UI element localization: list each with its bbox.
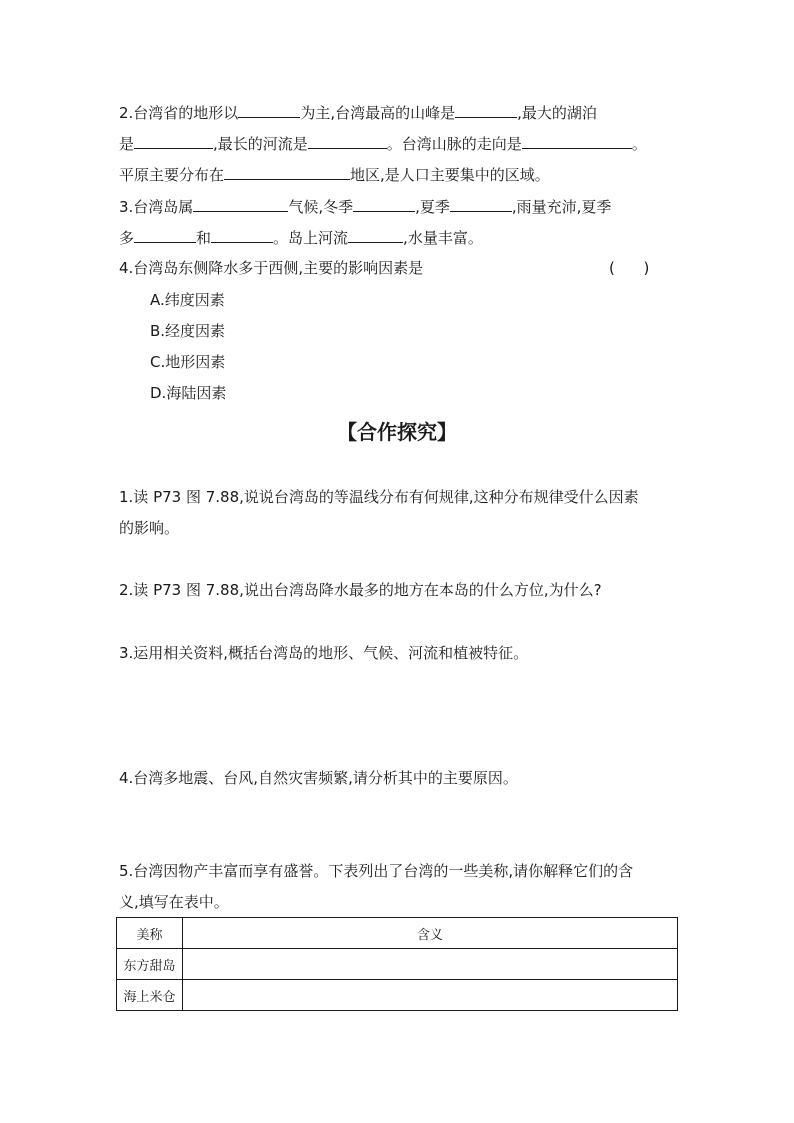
coop-q5-line-1: 5.台湾因物产丰富而享有盛誉。下表列出了台湾的一些美称,请你解释它们的含	[119, 862, 634, 880]
q3-blank-summer-extra-2[interactable]	[211, 227, 273, 243]
table-header-row	[117, 918, 678, 949]
q2-text-3: ,最大的湖泊	[517, 104, 597, 122]
section-title: 【合作探究】	[337, 420, 457, 444]
q3-text-4: ,雨量充沛,夏季	[511, 198, 612, 216]
q2-blank-terrain[interactable]	[238, 102, 300, 118]
q3-blank-climate[interactable]	[193, 196, 288, 212]
q2-line-1	[119, 102, 597, 123]
q3-text-8: ,水量丰富。	[403, 229, 483, 247]
q2-text-4: 是	[119, 135, 135, 153]
q4-option-c[interactable]: C.地形因素	[150, 353, 226, 371]
q2-line-3	[119, 164, 550, 185]
table-row	[117, 980, 678, 1011]
q2-text-2: 为主,台湾最高的山峰是	[300, 104, 456, 122]
q3-text-1: 3.台湾岛属	[119, 198, 194, 216]
coop-q1-line-1: 1.读 P73 图 7.88,说说台湾岛的等温线分布有何规律,这种分布规律受什么因素	[119, 488, 639, 506]
coop-q4: 4.台湾多地震、台风,自然灾害频繁,请分析其中的主要原因。	[119, 769, 518, 787]
q3-text-3: ,夏季	[415, 198, 450, 216]
table-cell-name: 海上米仓	[117, 980, 183, 1011]
q3-text-5: 多	[119, 229, 135, 247]
q3-line-1	[119, 196, 611, 217]
table-header-meaning: 含义	[183, 918, 678, 949]
coop-q5-line-2: 义,填写在表中。	[119, 893, 229, 911]
table-cell-meaning-input[interactable]	[183, 980, 678, 1011]
q2-blank-river[interactable]	[308, 133, 387, 149]
q2-text-1: 2.台湾省的地形以	[119, 104, 239, 122]
q2-text-9: 地区,是人口主要集中的区域。	[350, 166, 550, 184]
q3-text-6: 和	[196, 229, 212, 247]
table-cell-meaning-input[interactable]	[183, 949, 678, 980]
coop-q3: 3.运用相关资料,概括台湾岛的地形、气候、河流和植被特征。	[119, 644, 529, 662]
q2-line-2	[119, 133, 647, 154]
q4-option-a[interactable]: A.纬度因素	[150, 291, 225, 309]
q2-blank-plain[interactable]	[224, 164, 350, 180]
q3-blank-summer-extra-1[interactable]	[134, 227, 196, 243]
q2-text-6: 。台湾山脉的走向是	[386, 135, 522, 153]
table-cell-name: 东方甜岛	[117, 949, 183, 980]
nickname-table	[116, 917, 678, 1011]
q2-text-5: ,最长的河流是	[213, 135, 308, 153]
coop-q2: 2.读 P73 图 7.88,说出台湾岛降水最多的地方在本岛的什么方位,为什么?	[119, 581, 602, 599]
q3-text-2: 气候,冬季	[288, 198, 354, 216]
q3-blank-winter[interactable]	[353, 196, 415, 212]
table-row	[117, 949, 678, 980]
table-header-name: 美称	[117, 918, 183, 949]
coop-q1-line-2: 的影响。	[119, 519, 180, 537]
q3-line-2	[119, 227, 483, 248]
q3-text-7: 。岛上河流	[273, 229, 349, 247]
q4-answer-parentheses[interactable]: ( )	[609, 259, 650, 277]
q2-text-7: 。	[631, 135, 647, 153]
q3-blank-river[interactable]	[348, 227, 403, 243]
q4-option-d[interactable]: D.海陆因素	[150, 384, 227, 402]
q2-blank-peak[interactable]	[455, 102, 517, 118]
q4-option-b[interactable]: B.经度因素	[150, 322, 226, 340]
q3-blank-summer[interactable]	[450, 196, 512, 212]
q2-blank-lake[interactable]	[134, 133, 213, 149]
q2-blank-mountain-direction[interactable]	[522, 133, 632, 149]
q2-text-8: 平原主要分布在	[119, 166, 225, 184]
q4-stem: 4.台湾岛东侧降水多于西侧,主要的影响因素是	[119, 259, 424, 277]
